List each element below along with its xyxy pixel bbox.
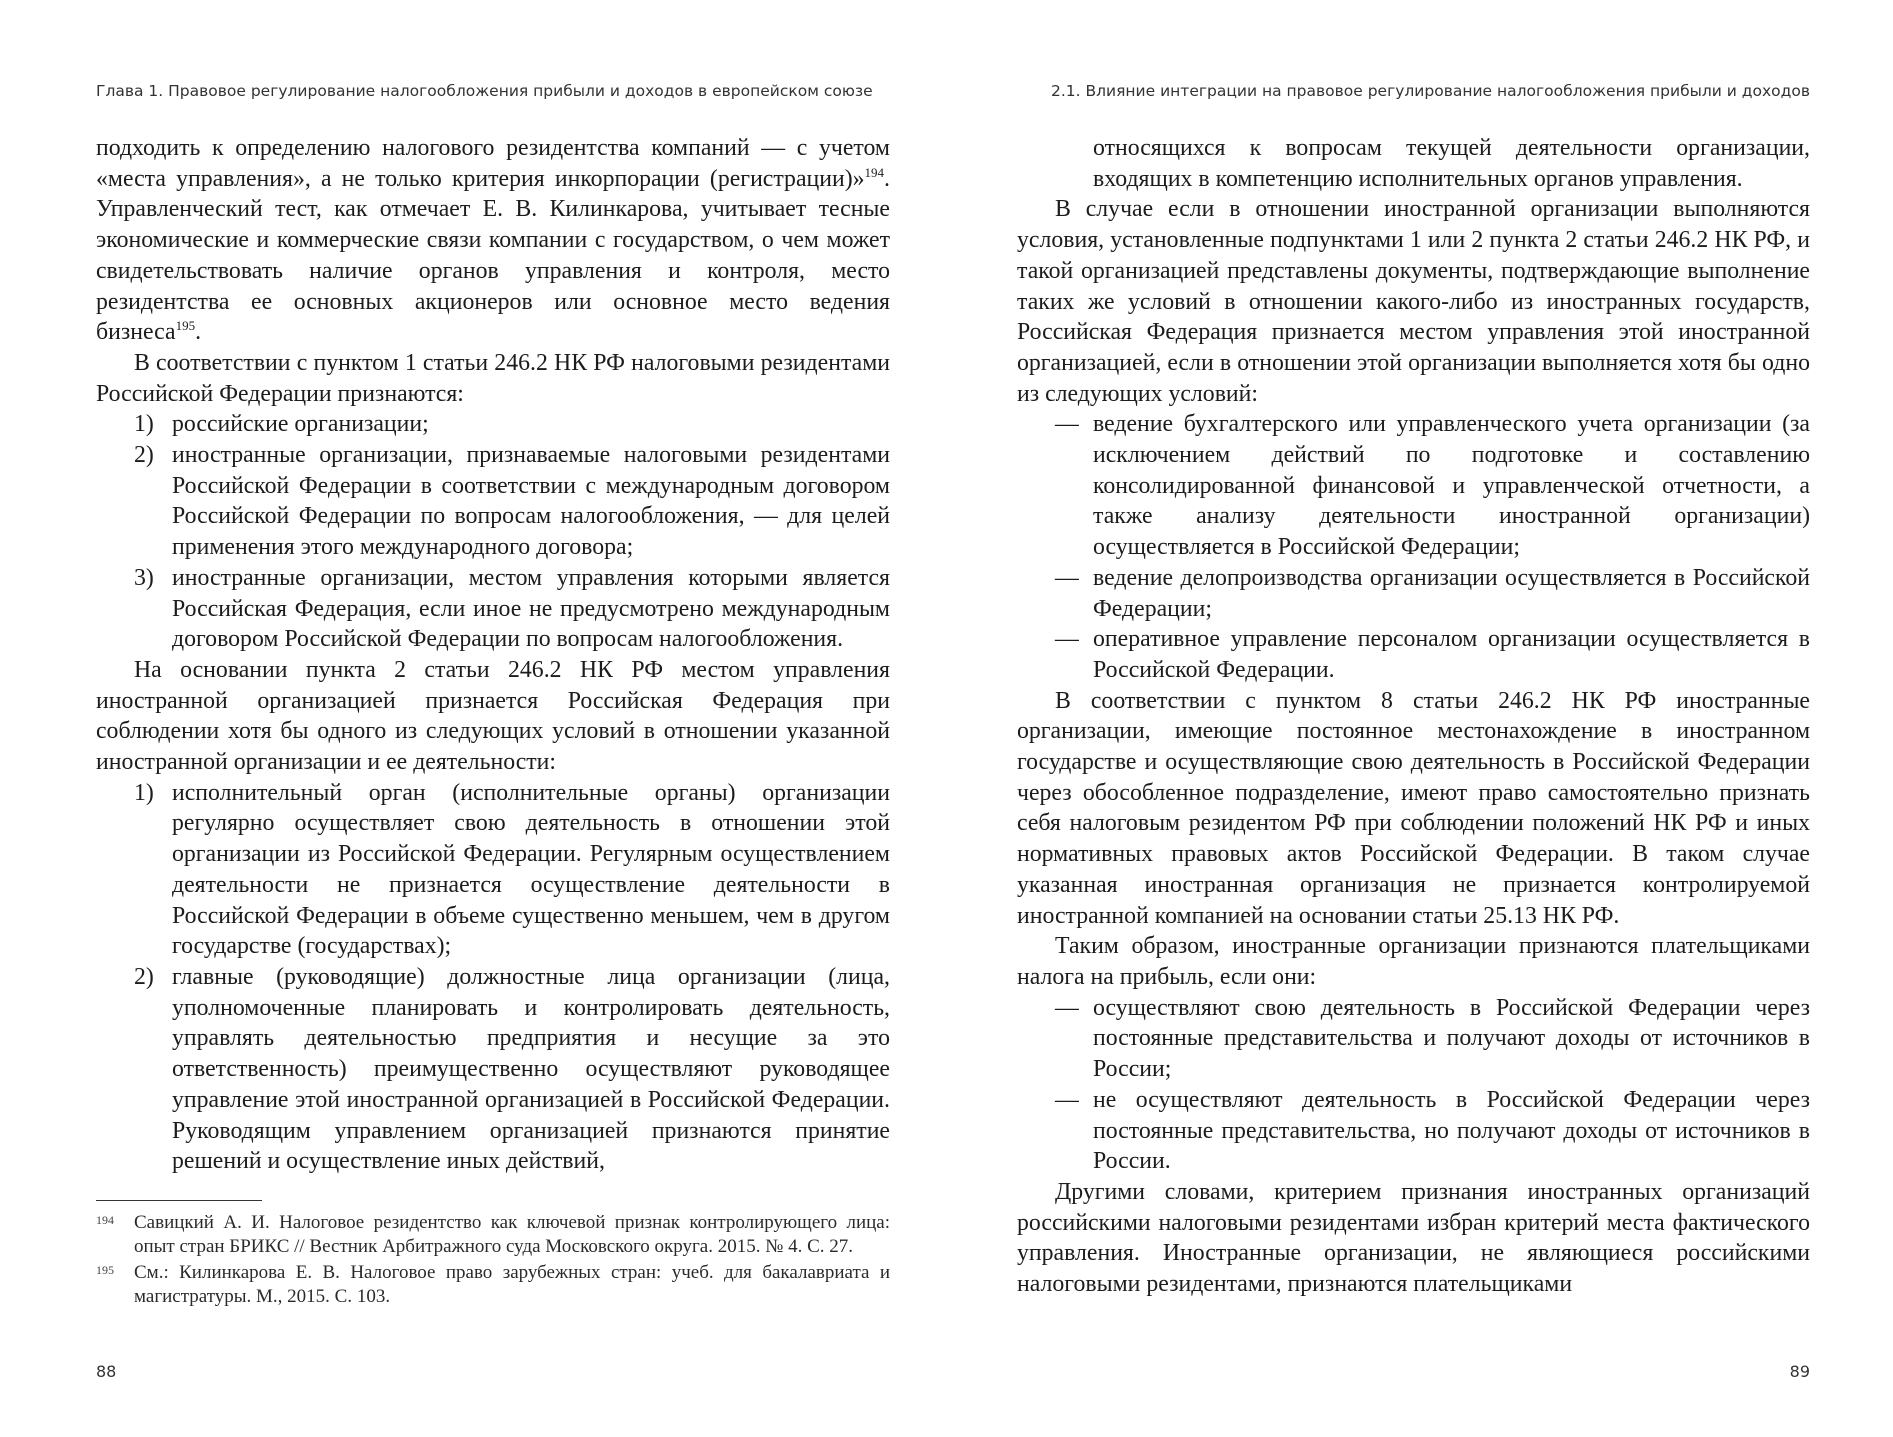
left-paragraph-1-text-a: подходить к определению налогового резидентства компаний — с учетом «места управления», а не только критерия инкорпорации (регистрации)» bbox=[96, 135, 890, 192]
footnote-text: См.: Килинкарова Е. В. Налоговое право зарубежных стран: учеб. для бакалавриата и магистратуры. М., 2015. С. 103. bbox=[134, 1261, 890, 1307]
list-item-text: оперативное управление персоналом организации осуществляется в Российской Федерации. bbox=[1093, 626, 1810, 683]
right-page-number: 89 bbox=[1789, 1362, 1810, 1381]
list-marker: — bbox=[1055, 1086, 1079, 1113]
left-numbered-list-1 bbox=[96, 409, 890, 655]
list-item bbox=[96, 409, 890, 440]
right-paragraph-1: В случае если в отношении иностранной организации выполняются условия, установленные подпунктами 1 или 2 пункта 2 статьи 246.2 НК РФ, и такой организацией представлены документы, подтверждающие выполнение таких же условий в отношении какого-либо из иностранных государств, Российская Федерация признается местом управления этой иностранной организацией, если в отношении этой организации выполняется хотя бы одно из следующих условий: bbox=[1017, 196, 1810, 407]
list-item bbox=[1017, 624, 1810, 685]
footnote-number: 194 bbox=[96, 1213, 114, 1227]
list-item bbox=[96, 563, 890, 655]
right-dash-list-1 bbox=[1017, 409, 1810, 685]
right-running-head: 2.1. Влияние интеграции на правовое регулирование налогообложения прибыли и доходов bbox=[1050, 82, 1810, 100]
footnote-text: Савицкий А. И. Налоговое резидентство как ключевой признак контролирующего лица: опыт стран БРИКС // Вестник Арбитражного суда Московского округа. 2015. № 4. С. 27. bbox=[134, 1212, 890, 1258]
footnote-number: 195 bbox=[96, 1262, 114, 1277]
list-item-text: иностранные организации, признаваемые налоговыми резидентами Российской Федерации в соответствии с международным договором Российской Федерации по вопросам налогообложения, — для целей применения этого международного договора; bbox=[172, 442, 890, 561]
left-paragraph-1-text-c: . bbox=[195, 319, 202, 346]
right-paragraph-4: Другими словами, критерием признания иностранных организаций российскими налоговыми резидентами избран критерий места фактического управления. Иностранные организации, не являющиеся российскими налоговыми резидентами, признаются плательщиками bbox=[1017, 1178, 1810, 1298]
right-paragraph-2: В соответствии с пунктом 8 статьи 246.2 НК РФ иностранные организации, имеющие постоянное местонахождение в иностранном государстве и осуществляющие свою деятельность в Российской Федерации через обособленное подразделение, имеют право самостоятельно признать себя налоговым резидентом РФ при соблюдении положений НК РФ и иных нормативных правовых актов Российской Федерации. В таком случае указанная иностранная организация не признается контролируемой иностранной компанией на основании статьи 25.13 НК РФ. bbox=[1017, 687, 1810, 929]
left-running-head: Глава 1. Правовое регулирование налогообложения прибыли и доходов в европейском союзе bbox=[96, 82, 873, 100]
footnote-divider bbox=[96, 1200, 262, 1201]
footnote-ref-195[interactable]: 195 bbox=[175, 318, 196, 334]
footnotes bbox=[96, 1211, 890, 1310]
left-body-text bbox=[96, 133, 890, 1177]
left-paragraph-3: На основании пункта 2 статьи 246.2 НК РФ местом управления иностранной организацией признается Российская Федерация при соблюдении хотя бы одного из следующих условий в отношении указанной иностранной организации и ее деятельности: bbox=[96, 656, 890, 776]
right-page bbox=[1017, 0, 1810, 1437]
list-item bbox=[96, 962, 890, 1177]
right-paragraph-3: Таким образом, иностранные организации признаются плательщиками налога на прибыль, если они: bbox=[1017, 933, 1810, 990]
list-item bbox=[96, 778, 890, 962]
list-item-text: иностранные организации, местом управления которыми является Российская Федерация, если иное не предусмотрено международным договором Российской Федерации по вопросам налогообложения. bbox=[172, 564, 890, 653]
list-marker: — bbox=[1055, 564, 1079, 591]
right-dash-list-2 bbox=[1017, 993, 1810, 1177]
left-paragraph-1 bbox=[96, 133, 890, 348]
list-item bbox=[1017, 1085, 1810, 1177]
list-marker: — bbox=[1055, 411, 1079, 438]
list-marker: 2) bbox=[134, 442, 154, 469]
list-item-text: главные (руководящие) должностные лица организации (лица, уполномоченные планировать и контролировать деятельность, управлять деятельностью предприятия и несущие за это ответственность) преимущественно осуществляют руководящее управление этой иностранной организацией в Российской Федерации. Руководящим управлением организацией признаются принятие решений и осуществление иных действий, bbox=[172, 963, 890, 1175]
list-item-text: российские организации; bbox=[172, 411, 429, 438]
list-item bbox=[1017, 993, 1810, 1085]
left-numbered-list-2 bbox=[96, 778, 890, 1177]
list-marker: 1) bbox=[134, 411, 154, 438]
left-paragraph-1-text-b: . Управленческий тест, как отмечает Е. В. Килинкарова, учитывает тесные экономические и коммерческие связи компании с государством, о чем может свидетельствовать наличие органов управления и контроля, место резидентства ее основных акционеров или основное место ведения бизнеса bbox=[96, 165, 890, 346]
left-page-number: 88 bbox=[96, 1362, 117, 1381]
list-marker: 2) bbox=[134, 963, 154, 990]
list-marker: — bbox=[1055, 626, 1079, 653]
right-body-text bbox=[1017, 133, 1810, 1300]
list-item-text: ведение бухгалтерского или управленческого учета организации (за исключением действий по подготовке и составлению консолидированной финансовой и управленческой отчетности, а также анализу деятельности иностранной организации) осуществляется в Российской Федерации; bbox=[1093, 411, 1810, 561]
list-item-text: не осуществляют деятельность в Российской Федерации через постоянные представительства, но получают доходы от источников в России. bbox=[1093, 1086, 1810, 1175]
list-item-text: ведение делопроизводства организации осуществляется в Российской Федерации; bbox=[1093, 564, 1810, 622]
footnote-195 bbox=[96, 1261, 890, 1310]
footnote-194 bbox=[96, 1211, 890, 1260]
list-marker: 3) bbox=[134, 564, 154, 591]
footnote-ref-194[interactable]: 194 bbox=[864, 164, 885, 180]
list-item-text: исполнительный орган (исполнительные органы) организации регулярно осуществляет свою деятельность в отношении этой организации из Российской Федерации. Регулярным осуществлением деятельности не признается осуществление деятельности в Российской Федерации в объеме существенно меньшем, чем в другом государстве (государствах); bbox=[172, 779, 890, 960]
right-continuation: относящихся к вопросам текущей деятельности организации, входящих в компетенцию исполнительных органов управления. bbox=[1093, 135, 1810, 192]
list-marker: — bbox=[1055, 994, 1079, 1021]
left-page bbox=[96, 0, 890, 1437]
left-paragraph-2: В соответствии с пунктом 1 статьи 246.2 НК РФ налоговыми резидентами Российской Федерации признаются: bbox=[96, 349, 890, 407]
list-marker: 1) bbox=[134, 779, 154, 806]
list-item-text: осуществляют свою деятельность в Российской Федерации через постоянные представительства и получают доходы от источников в России; bbox=[1093, 994, 1810, 1083]
list-item bbox=[1017, 563, 1810, 624]
list-item bbox=[1017, 409, 1810, 563]
list-item bbox=[96, 440, 890, 563]
